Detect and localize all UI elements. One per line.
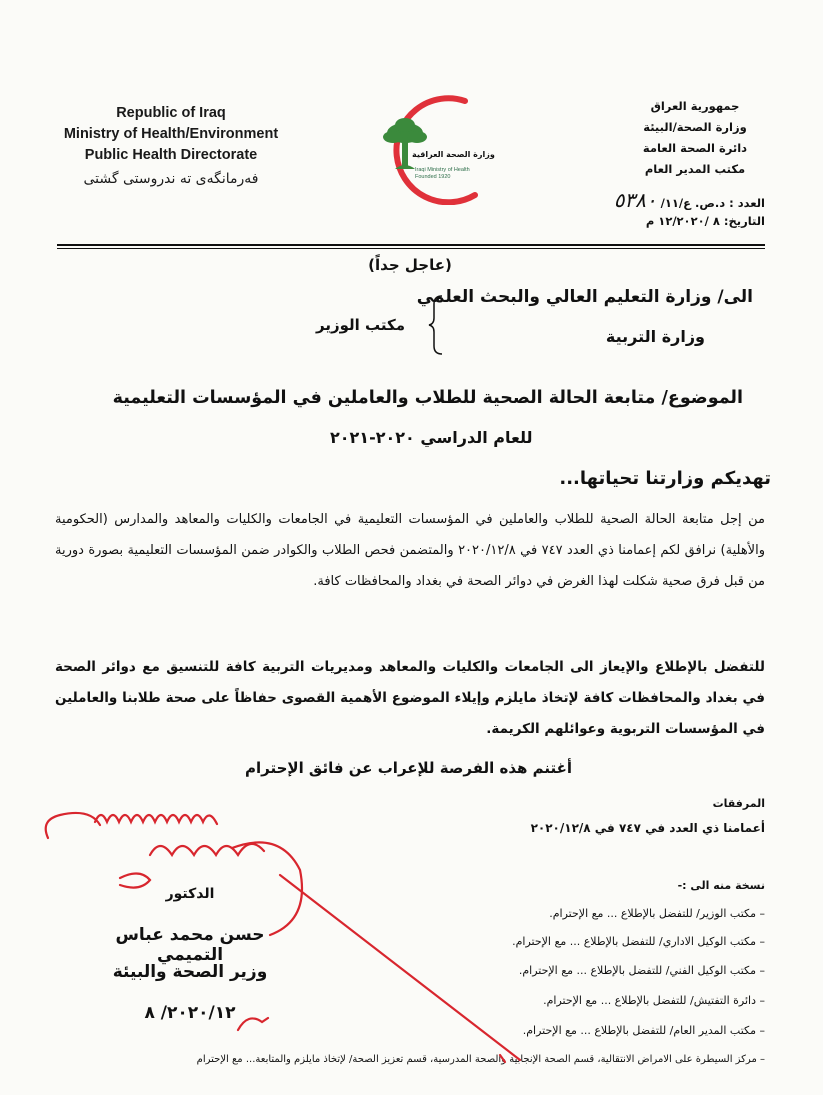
english-letterhead [40, 103, 302, 190]
copy-item: – مركز السيطرة على الامراض الانتقالية، قسم الصحة الإنجابية والصحة المدرسية، قسم تعزيز الصحة/ لإتخاذ مايلزم والمتابعة... مع الإحترام [196, 1054, 765, 1065]
subject-line: الموضوع/ متابعة الحالة الصحية للطلاب والعاملين في المؤسسات التعليمية [112, 388, 743, 408]
greeting: تهديكم وزارتنا تحياتها... [559, 468, 771, 489]
copy-item: – مكتب الوكيل الفني/ للتفضل بالإطلاع ... مع الإحترام. [518, 964, 765, 977]
brace-icon [428, 294, 446, 356]
signatory-position: وزير الصحة والبيئة [112, 962, 268, 982]
kurdish-directorate: فەرمانگەی تە ندروستی گشتی [83, 171, 259, 187]
english-directorate: Public Health Directorate [84, 147, 258, 163]
academic-year: للعام الدراسي ٢٠٢٠-٢٠٢١ [330, 428, 533, 447]
copies-heading: نسخة منه الى :- [677, 879, 765, 892]
logo-subtitle-1: Iraqi Ministry of Health [415, 167, 470, 173]
body-paragraph-2: للتفضل بالإطلاع والإيعاز الى الجامعات والكليات والمعاهد ومديريات التربية كافة للتنسيق مع دوائر الصحة في بغداد والمحافظات كافة لإتخاذ مايلزم وإيلاء الموضوع الأهمية القصوى حفاظاً على صحة طلابنا والعاملين في المؤسسات التربوية وعوائلهم الكريمة. [55, 659, 765, 737]
recipient-line-1: الى/ وزارة التعليم العالي والبحث العلمي [416, 287, 753, 307]
date-label: التاريخ: [723, 214, 765, 228]
copy-item: – دائرة التفتيش/ للتفضل بالإطلاع ... مع الإحترام. [543, 994, 765, 1007]
english-country: Republic of Iraq [116, 105, 226, 121]
reference-label: العدد : د.ص. ع/١١/ [660, 196, 765, 210]
reference-handwritten: ٥٣٨٠ [613, 188, 657, 212]
signature-date: ٢٠٢٠/١٢/ ٨ [144, 1003, 236, 1023]
logo-subtitle-2: Founded 1920 [415, 174, 451, 180]
header-divider [57, 244, 765, 246]
copy-item: – مكتب الوكيل الاداري/ للتفضل بالإطلاع ... مع الإحترام. [512, 935, 765, 948]
arabic-ministry: وزارة الصحة/البيئة [643, 120, 747, 134]
reference-number [614, 188, 765, 212]
arabic-directorate: دائرة الصحة العامة [642, 141, 748, 155]
arabic-office: مكتب المدير العام [644, 162, 746, 176]
reference-date [646, 214, 765, 228]
copy-item: – مكتب المدير العام/ للتفضل بالإطلاع ... مع الإحترام. [522, 1024, 765, 1037]
body-paragraph-1: من إجل متابعة الحالة الصحية للطلاب والعاملين في المؤسسات التعليمية في الجامعات والكليات والمعاهد والمدارس (الحكومية والأهلية) نرافق لكم إعمامنا ذي العدد ٧٤٧ في ٢٠٢٠/١٢/٨ والمتضمن فحص الطلاب والكوادر ضمن المؤسسات التعليمية بصورة دورية من قبل فرق صحية شكلت لهذا الغرض في دوائر الصحة في بغداد والمحافظات كافة. [55, 512, 765, 589]
recipient-line-2: وزارة التربية [605, 327, 705, 346]
urgent-label: (عاجل جداً) [368, 256, 452, 274]
logo-arabic-title: وزارة الصحة العراقية [412, 150, 495, 159]
english-ministry: Ministry of Health/Environment [63, 126, 279, 142]
recipient-office: مكتب الوزير [316, 316, 406, 334]
attachment-item: أعمامنا ذي العدد في ٧٤٧ في ٢٠٢٠/١٢/٨ [530, 821, 765, 835]
signatory-name: حسن محمد عباس التميمي [115, 925, 265, 965]
closing-line: أغتنم هذه الفرصة للإعراب عن فائق الإحترام [245, 759, 573, 777]
signatory-title: الدكتور [165, 886, 215, 902]
copy-item: – مكتب الوزير/ للتفضل بالإطلاع ... مع الإحترام. [549, 907, 765, 920]
attachments-heading: المرفقات [712, 797, 765, 810]
header-divider-thin [57, 248, 765, 249]
arabic-country: جمهورية العراق [650, 99, 740, 113]
arabic-letterhead [625, 96, 765, 180]
logo-english-subtitle [415, 167, 470, 181]
date-value: ٨ /١٢/٢٠٢٠ م [645, 214, 720, 228]
